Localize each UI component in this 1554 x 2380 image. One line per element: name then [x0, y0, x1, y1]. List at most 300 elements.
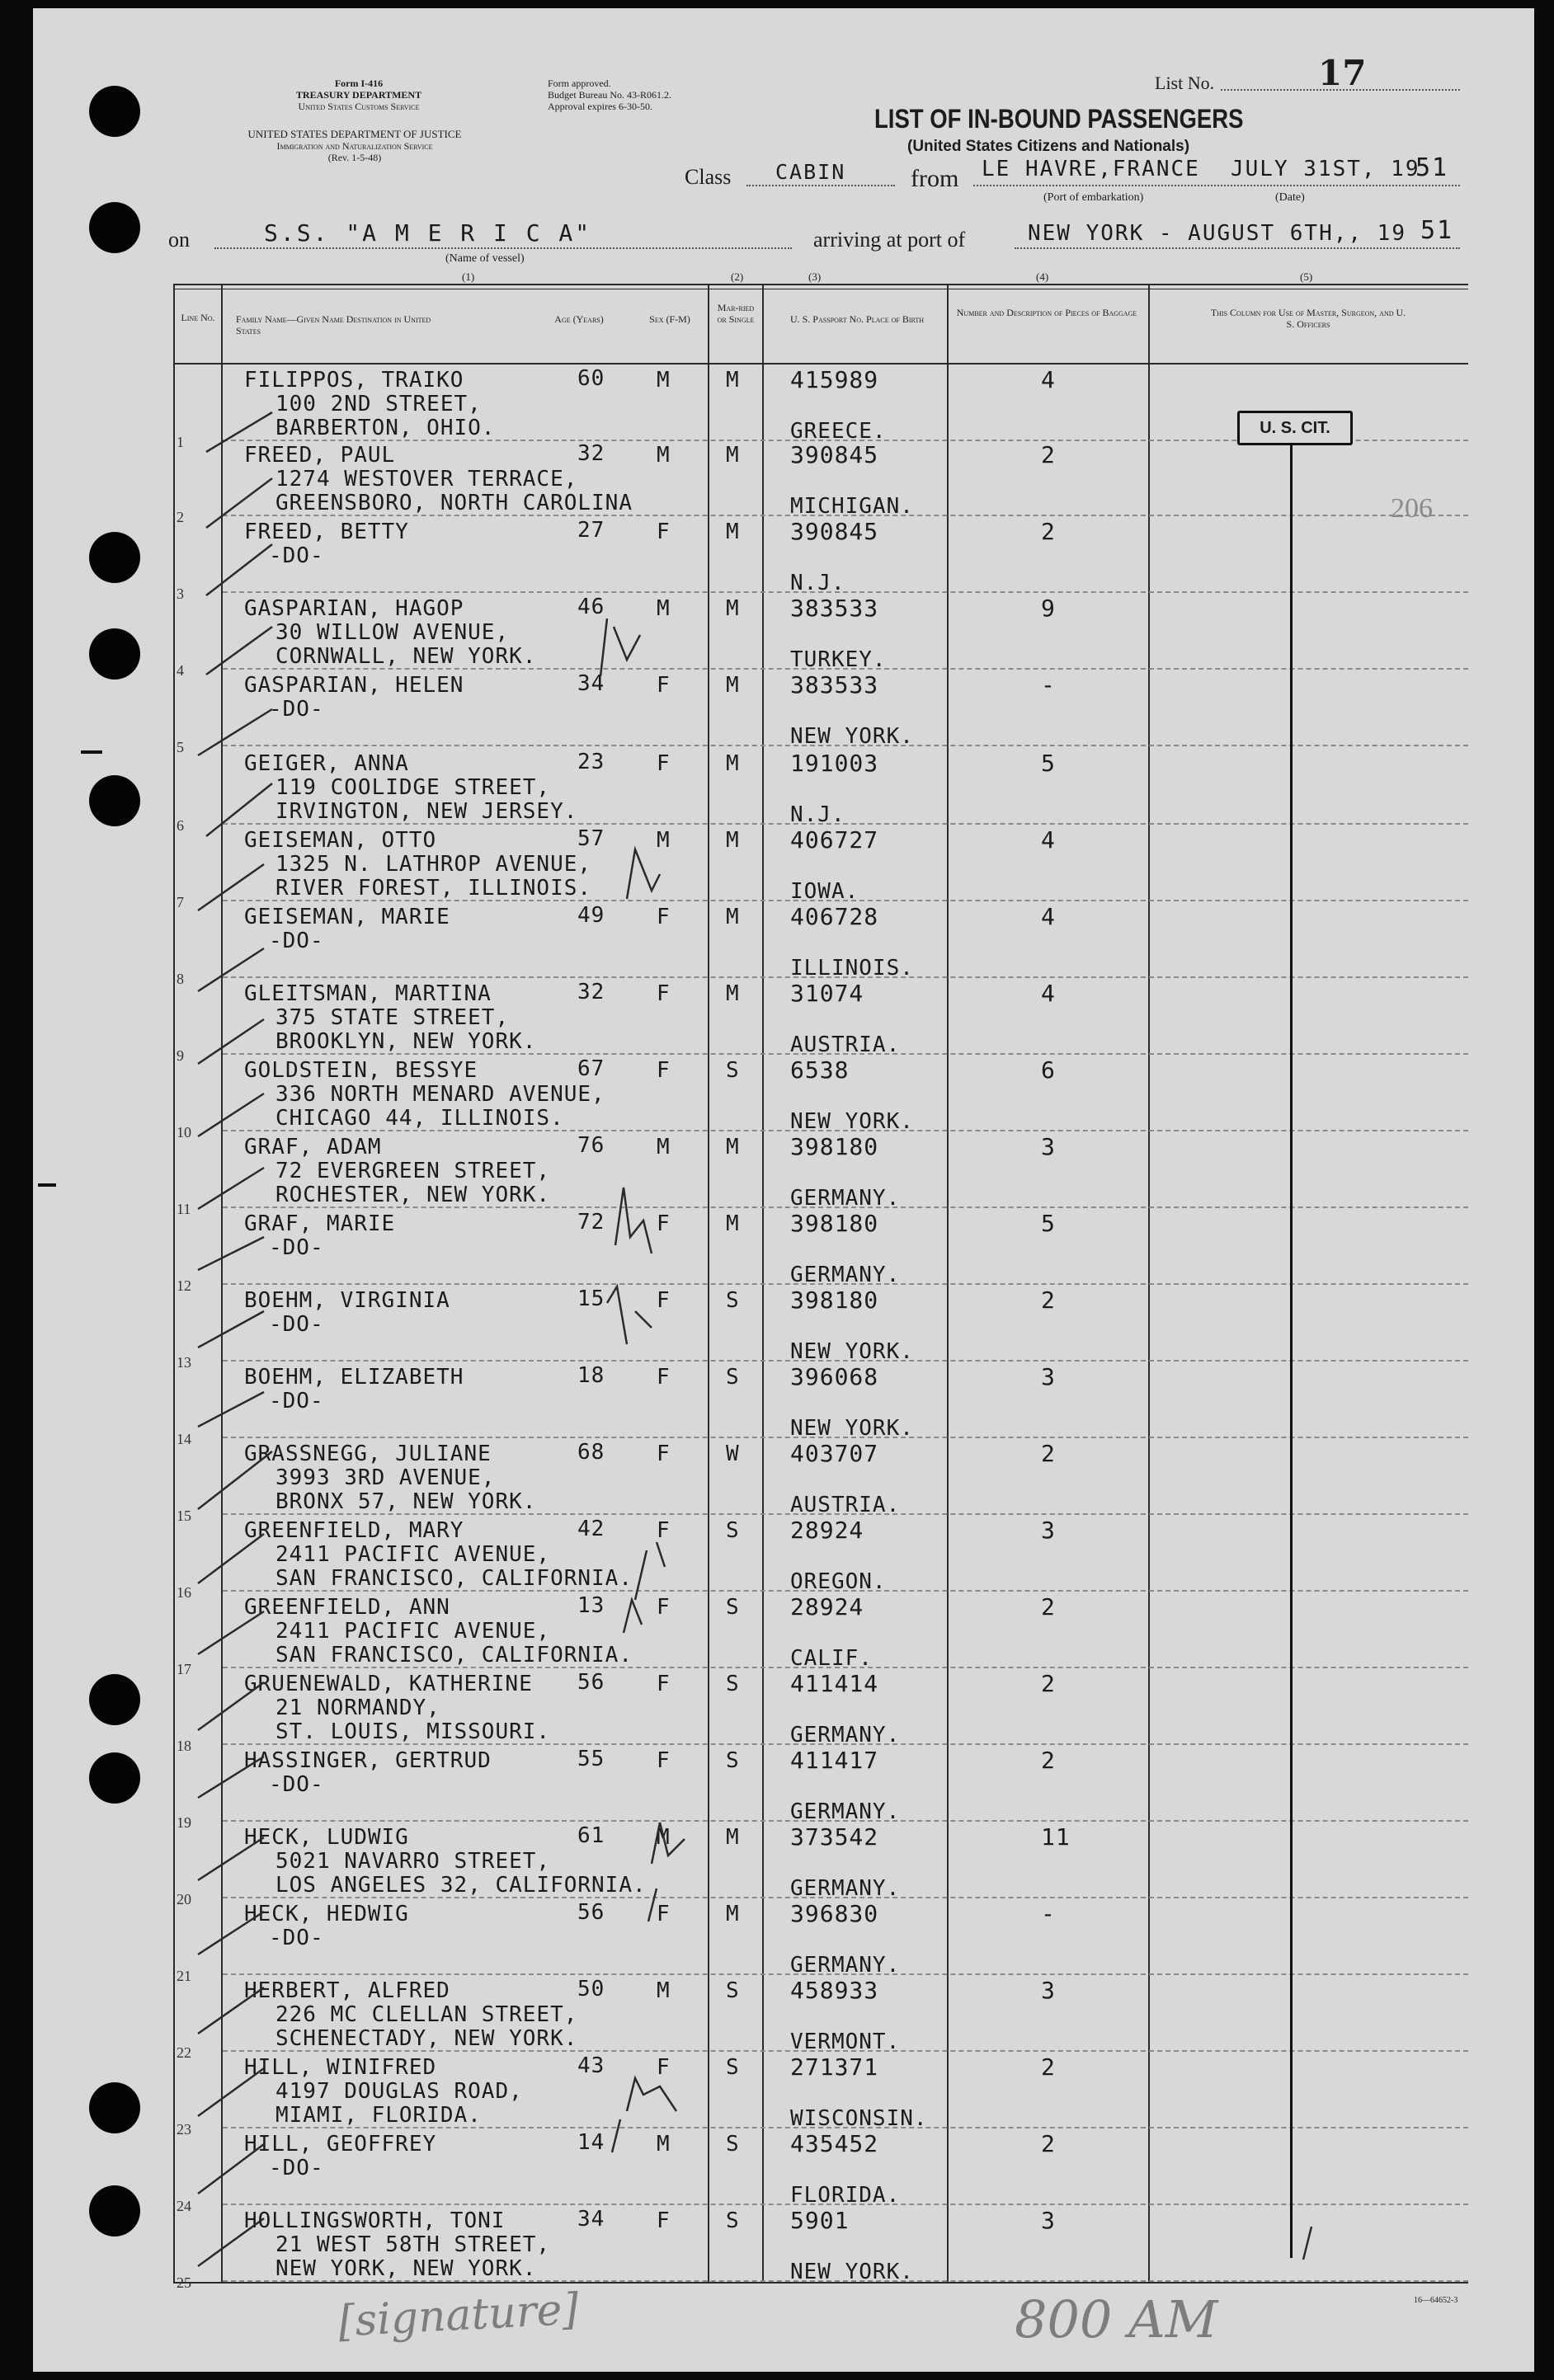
age-value: 50	[577, 1977, 605, 2001]
destination-line-2: BARBERTON, OHIO.	[275, 416, 496, 440]
on-label: on	[168, 228, 190, 252]
colnum-1: (1)	[462, 270, 475, 283]
line-number: 5	[177, 739, 184, 755]
age-value: 55	[577, 1747, 605, 1771]
sex-value: F	[657, 1365, 671, 1390]
arrival-year: 51	[1420, 216, 1454, 245]
destination-line-2: ST. LOUIS, MISSOURI.	[275, 1719, 551, 1744]
check-mark	[198, 1757, 264, 1798]
line-number: 4	[177, 662, 184, 679]
header-baggage: Number and Description of Pieces of Baggage	[956, 307, 1137, 318]
passport-number: 435452	[790, 2130, 879, 2157]
destination-line-1: 72 EVERGREEN STREET,	[275, 1159, 551, 1183]
passenger-name: FILIPPOS, TRAIKO	[244, 368, 464, 393]
birth-place: NEW YORK.	[790, 2260, 914, 2284]
birth-place: WISCONSIN.	[790, 2106, 928, 2131]
arrival-port-date: NEW YORK - AUGUST 6TH,, 19	[1028, 221, 1406, 246]
line-number: 17	[177, 1661, 191, 1677]
destination-line-1: -DO-	[269, 2156, 324, 2180]
destination-line-1: 1325 N. LATHROP AVENUE,	[275, 852, 592, 877]
passenger-name: GLEITSMAN, MARTINA	[244, 981, 492, 1006]
passport-number: 396830	[790, 1900, 879, 1927]
arriving-label: arriving at port of	[813, 228, 966, 252]
marital-status: M	[726, 981, 740, 1006]
age-value: 67	[577, 1056, 605, 1081]
baggage-count: 2	[1041, 2053, 1056, 2081]
birth-place: MICHIGAN.	[790, 494, 914, 519]
destination-line-1: 336 NORTH MENARD AVENUE,	[275, 1082, 605, 1107]
check-mark	[198, 1094, 264, 1136]
check-mark	[198, 1912, 264, 1954]
age-value: 14	[577, 2130, 605, 2155]
passport-number: 415989	[790, 366, 879, 393]
passport-number: 406728	[790, 903, 879, 930]
check-mark	[206, 478, 272, 528]
treasury-label: TREASURY DEPARTMENT	[295, 89, 422, 101]
birth-place: GERMANY.	[790, 1263, 901, 1287]
passenger-name: BOEHM, VIRGINIA	[244, 1288, 450, 1313]
sex-value: M	[657, 443, 671, 468]
birth-place: ILLINOIS.	[790, 956, 914, 981]
baggage-count: 2	[1041, 1670, 1056, 1697]
print-code: 16—64652-3	[1414, 2296, 1458, 2305]
line-number: 25	[177, 2274, 191, 2291]
age-value: 57	[577, 826, 605, 851]
age-value: 49	[577, 903, 605, 928]
us-citizen-stamp: U. S. CIT.	[1237, 411, 1353, 445]
marital-status: M	[726, 596, 740, 621]
marital-status: S	[726, 2208, 740, 2233]
line-number: 2	[177, 509, 184, 525]
line-number: 24	[177, 2198, 191, 2214]
passenger-name: BOEHM, ELIZABETH	[244, 1365, 464, 1390]
destination-line-1: -DO-	[269, 929, 324, 953]
colnum-5: (5)	[1300, 270, 1313, 283]
from-label: from	[911, 165, 959, 192]
margin-number: 206	[1391, 493, 1433, 524]
marital-status: S	[726, 2055, 740, 2080]
footer-signature: [signature]	[337, 2284, 581, 2347]
birth-place: TURKEY.	[790, 647, 887, 672]
line-number: 9	[177, 1047, 184, 1064]
customs-label: United States Customs Service	[298, 101, 420, 112]
age-value: 56	[577, 1900, 605, 1925]
baggage-count: 4	[1041, 980, 1056, 1007]
birth-place: GERMANY.	[790, 1186, 901, 1211]
destination-line-2: IRVINGTON, NEW JERSEY.	[275, 799, 578, 824]
check-mark	[206, 412, 272, 452]
line-number: 3	[177, 586, 184, 602]
sex-value: F	[657, 1518, 671, 1543]
passenger-name: HILL, GEOFFREY	[244, 2132, 437, 2157]
age-value: 32	[577, 980, 605, 1004]
destination-line-2: ROCHESTER, NEW YORK.	[275, 1183, 551, 1207]
list-no-label: List No.	[1155, 73, 1215, 93]
sex-value: M	[657, 1825, 671, 1850]
age-value: 18	[577, 1363, 605, 1388]
sex-value: F	[657, 1288, 671, 1313]
marital-status: M	[726, 1211, 740, 1236]
vessel-caption: (Name of vessel)	[445, 252, 525, 265]
passport-number: 191003	[790, 750, 879, 777]
destination-line-1: 3993 3RD AVENUE,	[275, 1465, 496, 1490]
age-value: 76	[577, 1133, 605, 1158]
sex-value: F	[657, 1672, 671, 1696]
passenger-name: HECK, LUDWIG	[244, 1825, 409, 1850]
baggage-count: -	[1041, 1900, 1056, 1927]
passenger-name: HILL, WINIFRED	[244, 2055, 437, 2080]
baggage-count: 5	[1041, 1210, 1056, 1237]
age-value: 34	[577, 2207, 605, 2232]
passenger-name: GREENFIELD, MARY	[244, 1518, 464, 1543]
check-mark	[198, 2218, 264, 2266]
birth-place: NEW YORK.	[790, 724, 914, 749]
birth-place: CALIF.	[790, 1646, 873, 1671]
age-value: 60	[577, 366, 605, 391]
age-value: 13	[577, 1593, 605, 1618]
marital-status: S	[726, 2132, 740, 2157]
marital-status: M	[726, 520, 740, 544]
age-value: 46	[577, 595, 605, 619]
baggage-count: 2	[1041, 2130, 1056, 2157]
marital-status: M	[726, 1902, 740, 1926]
header-name: Family Name—Given Name Destination in United States	[236, 313, 431, 336]
marital-status: S	[726, 1365, 740, 1390]
header-passport: U. S. Passport No. Place of Birth	[789, 313, 925, 325]
destination-line-1: 1274 WESTOVER TERRACE,	[275, 467, 578, 492]
colnum-2: (2)	[731, 270, 744, 283]
check-mark	[198, 1311, 264, 1348]
birth-place: GERMANY.	[790, 1799, 901, 1824]
baggage-count: 4	[1041, 826, 1056, 854]
passport-number: 458933	[790, 1977, 879, 2004]
baggage-count: 2	[1041, 441, 1056, 468]
destination-line-2: CHICAGO 44, ILLINOIS.	[275, 1106, 564, 1131]
birth-place: FLORIDA.	[790, 2183, 901, 2208]
sex-value: F	[657, 1442, 671, 1466]
sex-value: F	[657, 1058, 671, 1083]
sex-value: M	[657, 2132, 671, 2157]
passport-number: 411414	[790, 1670, 879, 1697]
marital-status: M	[726, 1825, 740, 1850]
header-line-no: Line No.	[181, 312, 215, 323]
form-approved: Form approved.	[548, 78, 611, 89]
age-value: 34	[577, 671, 605, 696]
passenger-name: GREENFIELD, ANN	[244, 1595, 450, 1620]
line-number: 6	[177, 817, 184, 834]
line-number: 23	[177, 2121, 191, 2138]
birth-place: AUSTRIA.	[790, 1493, 901, 1517]
passenger-name: GEISEMAN, MARIE	[244, 905, 450, 929]
marital-status: M	[726, 905, 740, 929]
passenger-name: GEISEMAN, OTTO	[244, 828, 437, 853]
sex-value: M	[657, 596, 671, 621]
check-mark	[198, 1392, 264, 1427]
footer-time-note: 800 AM	[1015, 2289, 1218, 2349]
passport-number: 406727	[790, 826, 879, 854]
birth-place: NEW YORK.	[790, 1416, 914, 1441]
check-mark	[198, 2068, 264, 2116]
class-value: CABIN	[775, 160, 846, 184]
passenger-name: FREED, BETTY	[244, 520, 409, 544]
destination-line-1: -DO-	[269, 1926, 324, 1950]
destination-line-2: NEW YORK, NEW YORK.	[275, 2256, 537, 2281]
birth-place: N.J.	[790, 571, 845, 595]
marital-status: M	[726, 443, 740, 468]
age-value: 43	[577, 2053, 605, 2078]
destination-line-1: -DO-	[269, 1389, 324, 1413]
check-mark	[198, 2144, 264, 2194]
baggage-count: 2	[1041, 1747, 1056, 1774]
marital-status: S	[726, 1595, 740, 1620]
passport-number: 398180	[790, 1133, 879, 1160]
check-mark	[206, 627, 272, 675]
page-title: LIST OF IN-BOUND PASSENGERS	[874, 104, 1244, 134]
sex-value: F	[657, 1595, 671, 1620]
passport-number: 398180	[790, 1210, 879, 1237]
passenger-name: GRUENEWALD, KATHERINE	[244, 1672, 533, 1696]
budget-number: Budget Bureau No. 43-R061.2.	[548, 89, 671, 101]
birth-place: NEW YORK.	[790, 1109, 914, 1134]
line-number: 13	[177, 1354, 191, 1371]
sex-value: F	[657, 2208, 671, 2233]
birth-place: N.J.	[790, 802, 845, 827]
page-subtitle: (United States Citizens and Nationals)	[907, 138, 1190, 155]
baggage-count: 3	[1041, 1363, 1056, 1390]
passenger-name: GASPARIAN, HELEN	[244, 673, 464, 698]
destination-line-2: LOS ANGELES 32, CALIFORNIA.	[275, 1873, 647, 1898]
destination-line-1: 375 STATE STREET,	[275, 1005, 510, 1030]
revision-label: (Rev. 1-5-48)	[327, 152, 382, 163]
passport-number: 383533	[790, 595, 879, 622]
destination-line-2: CORNWALL, NEW YORK.	[275, 644, 537, 669]
sex-value: F	[657, 905, 671, 929]
passport-number: 5901	[790, 2207, 850, 2234]
destination-line-1: 21 NORMANDY,	[275, 1696, 440, 1720]
birth-place: VERMONT.	[790, 2030, 901, 2054]
baggage-count: 3	[1041, 1517, 1056, 1544]
destination-line-1: -DO-	[269, 1235, 324, 1260]
birth-place: GERMANY.	[790, 1876, 901, 1901]
age-value: 56	[577, 1670, 605, 1695]
line-number: 22	[177, 2044, 191, 2061]
destination-line-1: 5021 NAVARRO STREET,	[275, 1849, 551, 1874]
destination-line-1: 2411 PACIFIC AVENUE,	[275, 1619, 551, 1644]
check-mark	[198, 1534, 264, 1583]
vessel-name: S.S. "A M E R I C A"	[264, 219, 592, 247]
baggage-count: 2	[1041, 1286, 1056, 1314]
line-number: 10	[177, 1124, 191, 1141]
passport-number: 403707	[790, 1440, 879, 1467]
line-number: 20	[177, 1891, 191, 1907]
age-value: 42	[577, 1517, 605, 1541]
baggage-count: 5	[1041, 750, 1056, 777]
check-mark	[206, 783, 272, 836]
departure-year: 51	[1415, 153, 1449, 182]
line-number: 19	[177, 1814, 191, 1831]
check-mark	[198, 1168, 264, 1209]
sex-value: M	[657, 368, 671, 393]
destination-line-1: -DO-	[269, 1772, 324, 1797]
check-mark	[198, 1682, 264, 1730]
justice-label: UNITED STATES DEPARTMENT OF JUSTICE	[247, 128, 462, 140]
header-age: Age (Years)	[554, 313, 604, 325]
birth-place: OREGON.	[790, 1569, 887, 1594]
line-number: 14	[177, 1431, 191, 1447]
header-married: Mar-ried or Single	[717, 302, 755, 325]
form-number: Form I-416	[334, 78, 384, 89]
sex-value: M	[657, 1135, 671, 1159]
age-value: 32	[577, 441, 605, 466]
destination-line-1: 119 COOLIDGE STREET,	[275, 775, 551, 800]
age-value: 15	[577, 1286, 605, 1311]
marital-status: W	[726, 1442, 740, 1466]
departure-date: JULY 31ST, 19	[1231, 157, 1420, 181]
check-mark	[206, 544, 272, 595]
sex-value: F	[657, 1902, 671, 1926]
baggage-count: 3	[1041, 2207, 1056, 2234]
destination-line-2: BRONX 57, NEW YORK.	[275, 1489, 537, 1514]
destination-line-1: -DO-	[269, 697, 324, 722]
age-value: 72	[577, 1210, 605, 1235]
age-value: 23	[577, 750, 605, 774]
destination-line-1: 30 WILLOW AVENUE,	[275, 620, 510, 645]
marital-status: S	[726, 1672, 740, 1696]
birth-place: NEW YORK.	[790, 1339, 914, 1364]
age-value: 61	[577, 1823, 605, 1848]
destination-line-1: 100 2ND STREET,	[275, 392, 482, 416]
line-number: 8	[177, 971, 184, 987]
passport-number: 390845	[790, 441, 879, 468]
marital-status: M	[726, 673, 740, 698]
baggage-count: 11	[1041, 1823, 1071, 1851]
birth-place: GREECE.	[790, 419, 887, 444]
marital-status: M	[726, 368, 740, 393]
birth-place: IOWA.	[790, 879, 859, 904]
line-number: 7	[177, 894, 184, 910]
destination-line-2: SAN FRANCISCO, CALIFORNIA.	[275, 1566, 633, 1591]
ins-label: Immigration and Naturalization Service	[276, 140, 433, 152]
passenger-name: HERBERT, ALFRED	[244, 1978, 450, 2003]
destination-line-1: -DO-	[269, 1312, 324, 1337]
destination-line-1: 21 WEST 58TH STREET,	[275, 2232, 551, 2257]
check-mark	[198, 1451, 272, 1509]
destination-line-2: GREENSBORO, NORTH CAROLINA	[275, 491, 633, 515]
passport-number: 6538	[790, 1056, 850, 1084]
destination-line-1: 226 MC CLELLAN STREET,	[275, 2002, 578, 2027]
baggage-count: 3	[1041, 1133, 1056, 1160]
passport-number: 411417	[790, 1747, 879, 1774]
check-mark	[198, 864, 264, 910]
colnum-3: (3)	[808, 270, 822, 283]
sex-value: F	[657, 2055, 671, 2080]
check-mark	[198, 709, 272, 755]
passport-number: 373542	[790, 1823, 879, 1851]
line-number: 11	[177, 1201, 191, 1217]
sex-value: F	[657, 751, 671, 776]
passenger-name: GRASSNEGG, JULIANE	[244, 1442, 492, 1466]
line-number: 16	[177, 1584, 191, 1601]
passenger-name: GOLDSTEIN, BESSYE	[244, 1058, 478, 1083]
baggage-count: -	[1041, 671, 1056, 698]
baggage-count: 4	[1041, 366, 1056, 393]
line-number: 18	[177, 1738, 191, 1754]
baggage-count: 2	[1041, 1440, 1056, 1467]
check-mark	[198, 1987, 264, 2034]
sex-value: F	[657, 1748, 671, 1773]
sex-value: F	[657, 1211, 671, 1236]
passenger-name: HOLLINGSWORTH, TONI	[244, 2208, 506, 2233]
marital-status: S	[726, 1978, 740, 2003]
destination-line-1: 2411 PACIFIC AVENUE,	[275, 1542, 551, 1567]
passenger-name: HECK, HEDWIG	[244, 1902, 409, 1926]
marital-status: M	[726, 751, 740, 776]
check-mark	[198, 1237, 264, 1270]
class-label: Class	[685, 165, 732, 189]
marital-status: S	[726, 1748, 740, 1773]
destination-line-2: SCHENECTADY, NEW YORK.	[275, 2026, 578, 2051]
marital-status: S	[726, 1288, 740, 1313]
passenger-name: FREED, PAUL	[244, 443, 396, 468]
sex-value: F	[657, 673, 671, 698]
passport-number: 28924	[790, 1593, 864, 1620]
passport-number: 390845	[790, 518, 879, 545]
baggage-count: 2	[1041, 1593, 1056, 1620]
age-value: 27	[577, 518, 605, 543]
passenger-name: GRAF, ADAM	[244, 1135, 382, 1159]
destination-line-1: 4197 DOUGLAS ROAD,	[275, 2079, 523, 2104]
passport-number: 31074	[790, 980, 864, 1007]
from-port: LE HAVRE,FRANCE	[982, 157, 1200, 181]
destination-line-2: RIVER FOREST, ILLINOIS.	[275, 876, 592, 901]
check-mark	[198, 1611, 264, 1654]
baggage-count: 9	[1041, 595, 1056, 622]
baggage-count: 4	[1041, 903, 1056, 930]
sex-value: M	[657, 1978, 671, 2003]
destination-line-1: -DO-	[269, 543, 324, 568]
passenger-name: GRAF, MARIE	[244, 1211, 396, 1236]
header-sex: Sex (F-M)	[649, 313, 690, 325]
marital-status: M	[726, 1135, 740, 1159]
sex-value: F	[657, 981, 671, 1006]
check-mark	[198, 948, 264, 991]
birth-place: GERMANY.	[790, 1723, 901, 1747]
passport-number: 28924	[790, 1517, 864, 1544]
baggage-count: 6	[1041, 1056, 1056, 1084]
header-officers: This Column for Use of Master, Surgeon, and U. S. Officers	[1210, 307, 1406, 330]
line-number: 15	[177, 1507, 191, 1524]
passport-number: 271371	[790, 2053, 879, 2081]
birth-place: AUSTRIA.	[790, 1032, 901, 1057]
sex-value: M	[657, 828, 671, 853]
age-value: 68	[577, 1440, 605, 1465]
line-number: 1	[177, 434, 184, 450]
destination-line-2: BROOKLYN, NEW YORK.	[275, 1029, 537, 1054]
approval-expiry: Approval expires 6-30-50.	[548, 101, 652, 112]
passport-number: 383533	[790, 671, 879, 698]
check-mark	[198, 1837, 264, 1880]
port-caption: (Port of embarkation)	[1043, 191, 1144, 204]
marital-status: S	[726, 1518, 740, 1543]
colnum-4: (4)	[1036, 270, 1049, 283]
passenger-name: GASPARIAN, HAGOP	[244, 596, 464, 621]
marital-status: M	[726, 828, 740, 853]
list-no-value: 17	[1318, 53, 1367, 93]
check-mark	[198, 1019, 264, 1064]
passport-number: 396068	[790, 1363, 879, 1390]
baggage-count: 2	[1041, 518, 1056, 545]
sex-value: F	[657, 520, 671, 544]
